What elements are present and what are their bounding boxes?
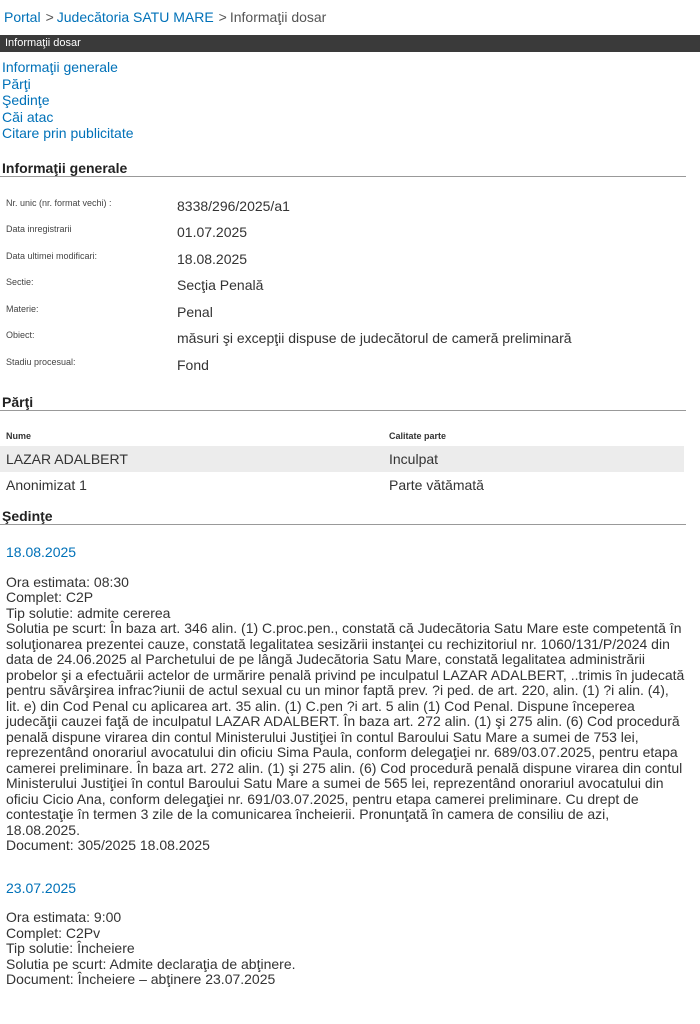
info-label: Sectie: (6, 277, 34, 288)
info-row (0, 325, 700, 352)
info-row (0, 219, 700, 246)
nav-link-citare[interactable]: Citare prin publicitate (2, 125, 134, 141)
general-info-table (0, 193, 700, 379)
parti-heading: Părţi (0, 394, 686, 411)
party-role: Parte vătămată (389, 477, 484, 493)
sedinte-heading: Şedinţe (0, 508, 686, 525)
hearing-document: Document: Încheiere – abţinere 23.07.2025 (6, 971, 276, 987)
hearing-solution-type: Tip solutie: admite cererea (6, 604, 171, 621)
info-row (0, 193, 700, 220)
hearing-document: Document: 305/2025 18.08.2025 (6, 837, 210, 853)
breadcrumb-separator: > (218, 9, 227, 25)
info-value: Fond (177, 356, 209, 373)
general-info-heading: Informaţii generale (0, 160, 686, 177)
hearing-date: 18.08.2025 (6, 544, 77, 560)
party-name: LAZAR ADALBERT (6, 451, 128, 467)
info-value: Penal (177, 303, 213, 320)
hearing-date: 23.07.2025 (6, 879, 77, 896)
nav-link-parti[interactable]: Părţi (2, 75, 31, 92)
info-label: Obiect: (6, 330, 35, 341)
breadcrumb-court-link[interactable]: Judecătoria SATU MARE (56, 9, 214, 25)
info-value: 8338/296/2025/a1 (177, 197, 290, 214)
hearing-item (0, 881, 700, 988)
table-row (0, 446, 684, 472)
info-value: 18.08.2025 (177, 250, 248, 267)
nav-link-sedinte[interactable]: Şedinţe (2, 92, 50, 108)
info-row (0, 299, 700, 326)
breadcrumb-portal-link[interactable]: Portal (4, 9, 41, 25)
party-name: Anonimizat 1 (6, 477, 87, 493)
column-header-name: Nume (6, 431, 32, 441)
info-label: Data inregistrarii (6, 224, 72, 235)
hearing-panel: Complet: C2P (6, 589, 94, 605)
nav-link-informatii-generale[interactable]: Informaţii generale (2, 59, 118, 75)
info-row (0, 246, 700, 273)
hearing-panel: Complet: C2Pv (6, 924, 101, 941)
table-row (0, 472, 684, 498)
breadcrumb-current: Informaţii dosar (229, 9, 327, 25)
column-header-role: Calitate parte (389, 431, 447, 441)
info-row (0, 272, 700, 299)
hearing-time: Ora estimata: 9:00 (6, 909, 122, 925)
info-label: Data ultimei modificari: (6, 250, 98, 261)
page-anchor-nav (0, 52, 700, 142)
info-value: Secţia Penală (177, 277, 264, 294)
party-role: Inculpat (389, 451, 439, 467)
hearing-solution-type: Tip solutie: Încheiere (6, 940, 135, 956)
info-value: 01.07.2025 (177, 224, 248, 241)
breadcrumb-separator: > (45, 9, 54, 25)
info-row (0, 352, 700, 379)
info-label: Nr. unic (nr. format vechi) : (6, 197, 112, 208)
breadcrumb (0, 0, 700, 35)
hearing-summary: Solutia pe scurt: Admite declaraţia de abţinere. (6, 955, 296, 972)
info-label: Materie: (6, 303, 39, 314)
hearing-summary: Solutia pe scurt: În baza art. 346 alin. (1) C.proc.pen., constată că Judecătoria Satu Mare este competentă în soluţionarea prezentei cauze, constată legalitatea sesizării instanţei cu rechizitoriul nr. 1060/131/P/2024 din data de 24.06.2025 al Parchetului de pe lângă Judecătoria Satu Mare, constată legalitatea administrării probelor şi a efectuării actelor de urmărire penală privind pe inculpatul LAZAR ADALBERT, ..trimis în judecată pentru săvârşirea infrac?iunii de actul sexual cu un minor faptă prev. ?i ped. de art. 220, alin. (1) ?i alin. (4), lit. e) din Cod Penal cu aplicarea art. 35 alin. (1) C.pen ?i art. 5 alin (1) Cod Penal. Dispune începerea judecăţii cauzei faţă de inculpatul LAZAR ADALBERT. În baza art. 272 alin. (1) şi 275 alin. (6) Cod procedură penală dispune virarea din contul Ministerului Justiţiei în contul Baroului Satu Mare a sumei de 753 lei, reprezentând onorariul avocatului din oficiu Sima Paula, conform delegaţiei nr. 689/03.07.2025, pentru etapa camerei preliminare. În baza art. 272 alin. (1) şi 275 alin. (6) Cod procedură penală dispune virarea din contul Ministerului Justiţiei în contul Baroului Satu Mare a sumei de 565 lei, reprezentând onorariul avocatului din oficiu Cicio Ana, conform delegaţiei nr. 691/03.07.2025, pentru etapa camerei preliminare. Cu drept de contestaţie în termen 3 zile de la comunicarea încheierii. Pronunţată în camera de consiliu de azi, 18.08.2025. (6, 620, 685, 838)
parti-table-header (0, 411, 700, 446)
info-label: Stadiu procesual: (6, 356, 76, 367)
section-header-bar: Informaţii dosar (0, 35, 700, 52)
info-value: măsuri şi excepţii dispuse de judecătorul de cameră preliminară (177, 330, 572, 347)
hearing-item (0, 545, 700, 854)
nav-link-cai-atac[interactable]: Căi atac (2, 108, 54, 125)
hearing-time: Ora estimata: 08:30 (6, 573, 129, 590)
